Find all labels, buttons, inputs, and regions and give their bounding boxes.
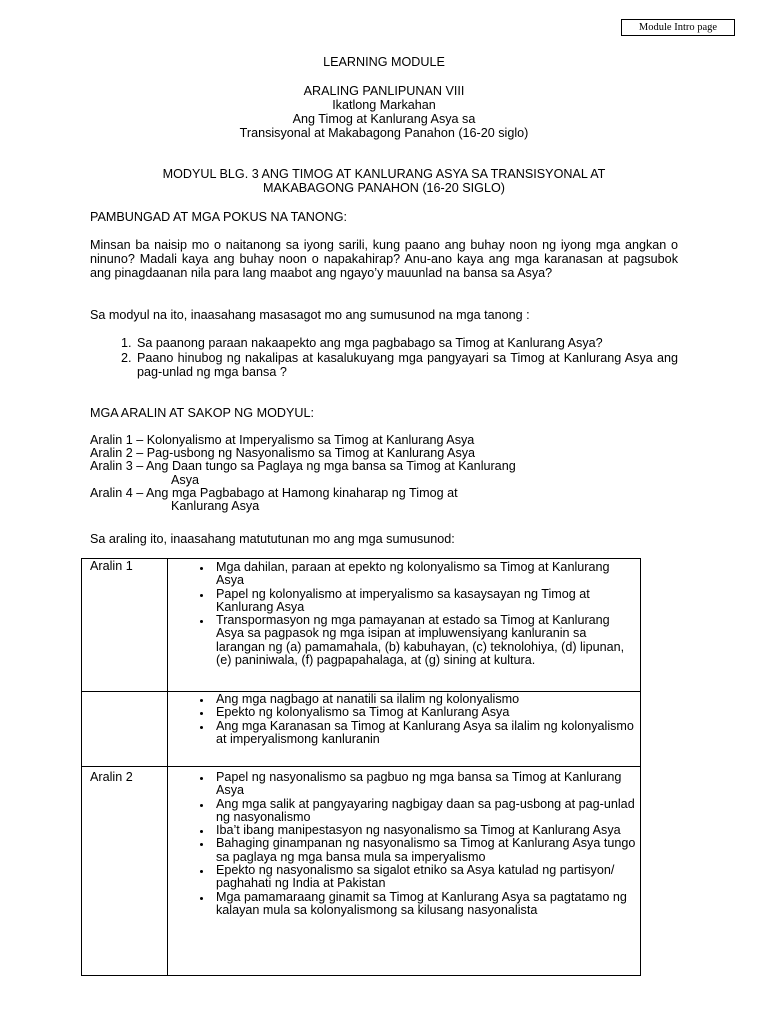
- table-row: [82, 692, 641, 767]
- module-intro-page-tag: Module Intro page: [621, 19, 735, 36]
- document-title: LEARNING MODULE: [323, 55, 445, 69]
- objective-item: • Bahaging ginampanan ng nasyonalismo sa Timog at Kanlurang Asya tungo sa paglaya ng mga bansa mula sa imperyalismo: [212, 837, 636, 864]
- questions-intro: Sa modyul na ito, inaasahang masasagot mo ang sumusunod na mga tanong :: [90, 308, 530, 322]
- lesson-text-continued: Asya: [171, 472, 199, 487]
- lesson-label: Aralin 2 –: [90, 446, 144, 461]
- lesson-text: Ang Daan tungo sa Paglaya ng mga bansa sa Timog at Kanlurang: [146, 459, 516, 474]
- objective-item: • Ang mga salik at pangyayaring nagbigay daan sa pag-usbong at pag-unlad ng nasyonalismo: [212, 798, 636, 825]
- objectives-cell: [168, 559, 641, 692]
- lesson-label: Aralin 3 –: [90, 459, 144, 474]
- objectives-list: [168, 767, 640, 917]
- focus-question: 2. Paano hinubog ng nakalipas at kasalukuyang mga pangyayari sa Timog at Kanlurang Asya ang pag-unlad ng mga bansa ?: [135, 351, 678, 379]
- objective-item: • Transpormasyon ng mga pamayanan at estado sa Timog at Kanlurang Asya sa pagpasok ng mga isipan at impluwensiyang kanluranin sa larangan ng (a) pamamahala, (b) kabuhayan, (c) teknolohiya, (d) lipunan, (e) paniniwala, (f) pagpapahalaga, at (g) sining at kultura.: [212, 614, 636, 667]
- subject-title: ARALING PANLIPUNAN VIII: [303, 84, 465, 98]
- objective-item: • Mga dahilan, paraan at epekto ng kolonyalismo sa Timog at Kanlurang Asya: [212, 561, 636, 588]
- lesson-label: Aralin 1 –: [90, 433, 144, 447]
- objective-item: • Papel ng kolonyalismo at imperyalismo sa kasaysayan ng Timog at Kanlurang Asya: [212, 588, 636, 615]
- focus-questions-list: [90, 336, 678, 380]
- objective-item: • Epekto ng nasyonalismo sa sigalot etniko sa Asya katulad ng partisyon/ paghahati ng India at Pakistan: [212, 864, 636, 891]
- objective-item: • Papel ng nasyonalismo sa pagbuo ng mga bansa sa Timog at Kanlurang Asya: [212, 771, 636, 798]
- lesson-item: [90, 460, 678, 486]
- learning-intro: Sa araling ito, inaasahang matututunan mo ang mga sumusunod:: [90, 532, 455, 546]
- lesson-label: Aralin 4 –: [90, 485, 144, 500]
- lesson-text: Pag-usbong ng Nasyonalismo sa Timog at Kanlurang Asya: [146, 446, 476, 461]
- module-heading: MODYUL BLG. 3 ANG TIMOG AT KANLURANG ASYA SA TRANSISYONAL AT MAKABAGONG PANAHON (16-20 SIGLO): [162, 167, 606, 195]
- learning-objectives-table: [81, 558, 641, 976]
- objective-item: • Ang mga nagbago at nanatili sa ilalim ng kolonyalismo: [212, 693, 636, 706]
- lesson-item: [90, 487, 678, 513]
- objective-item: • Iba’t ibang manipestasyon ng nasyonalismo sa Timog at Kanlurang Asya: [212, 824, 636, 837]
- topic-line-1: Ang Timog at Kanlurang Asya sa: [292, 112, 476, 126]
- table-row: [82, 559, 641, 692]
- lessons-heading: MGA ARALIN AT SAKOP NG MODYUL:: [90, 406, 314, 420]
- lesson-text: Ang mga Pagbabago at Hamong kinaharap ng Timog at: [146, 485, 458, 500]
- focus-question: 1. Sa paanong paraan nakaapekto ang mga pagbabago sa Timog at Kanlurang Asya?: [135, 336, 678, 350]
- lesson-text-continued: Kanlurang Asya: [171, 499, 260, 514]
- table-row: [82, 767, 641, 976]
- objectives-list: [168, 692, 640, 746]
- quarter-label: Ikatlong Markahan: [332, 98, 436, 112]
- lesson-cell: Aralin 1: [82, 559, 168, 692]
- lessons-list: [90, 434, 678, 513]
- objective-item: • Mga pamamaraang ginamit sa Timog at Kanlurang Asya sa pagtatamo ng kalayan mula sa kolonyalismong sa kilusang nasyonalista: [212, 891, 636, 918]
- objective-item: • Ang mga Karanasan sa Timog at Kanlurang Asya sa ilalim ng kolonyalismo at imperyalismong kanluranin: [212, 720, 636, 747]
- objectives-cell: [168, 692, 641, 767]
- objectives-list: [168, 559, 640, 667]
- lesson-cell: [82, 692, 168, 767]
- lesson-text: Kolonyalismo at Imperyalismo sa Timog at Kanlurang Asya: [146, 433, 475, 447]
- intro-paragraph: Minsan ba naisip mo o naitanong sa iyong sarili, kung paano ang buhay noon ng iyong mga angkan o ninuno? Madali kaya ang buhay noon o napakahirap? Anu-ano kaya ang mga karanasan at pagsubok ang pinagdaanan nila para lang maabot ang ngayo’y mauunlad na bansa sa Asya?: [90, 238, 678, 280]
- lesson-cell: Aralin 2: [82, 767, 168, 976]
- intro-heading: PAMBUNGAD AT MGA POKUS NA TANONG:: [90, 210, 348, 224]
- objective-item: • Epekto ng kolonyalismo sa Timog at Kanlurang Asya: [212, 706, 636, 719]
- topic-line-2: Transisyonal at Makabagong Panahon (16-20 siglo): [239, 126, 529, 140]
- objectives-cell: [168, 767, 641, 976]
